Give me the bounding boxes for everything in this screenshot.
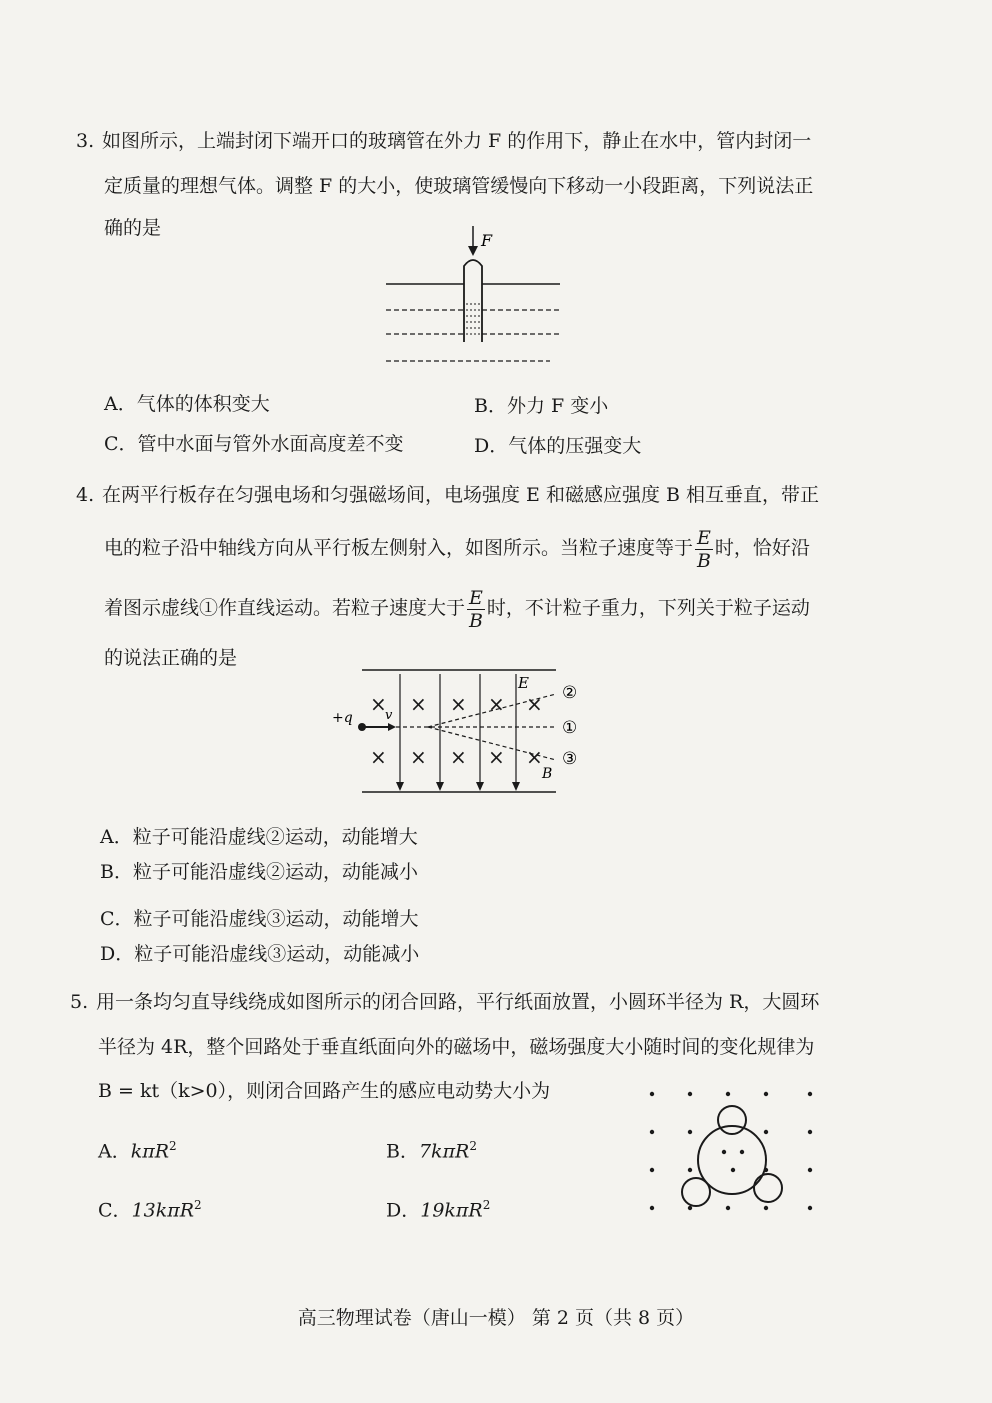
q4-line-3: 着图示虚线①作直线运动。若粒子速度大于 $\frac{E}{B}$ 时，不计粒子重力，下列关于粒子运动: [104, 586, 810, 632]
cross-mark: ×: [370, 745, 387, 769]
q4-option-b[interactable]: B．粒子可能沿虚线②运动，动能减小: [100, 861, 418, 883]
q5-number: 5.: [70, 991, 89, 1013]
cross-mark: ×: [450, 692, 467, 716]
cross-mark: ×: [488, 692, 505, 716]
q4-option-d[interactable]: D．粒子可能沿虚线③运动，动能减小: [100, 943, 420, 965]
q4-charge-label: +q: [332, 710, 353, 726]
q4-fraction-e-over-b-2: $\frac{E}{B}$: [468, 586, 483, 632]
q4-e-label: E: [518, 674, 529, 692]
q4-fraction-e-over-b: $\frac{E}{B}$: [696, 526, 711, 572]
q3-number: 3.: [76, 130, 95, 152]
q4-field-figure: [328, 664, 598, 799]
q5-option-a[interactable]: A．kπR$^2$: [98, 1139, 177, 1163]
q4-line-1: 4. 在两平行板存在匀强电场和匀强磁场间，电场强度 E 和磁感应强度 B 相互垂直，带正: [76, 484, 819, 506]
q5-line-3: B = kt（k>0），则闭合回路产生的感应电动势大小为: [98, 1080, 551, 1102]
q4-path-2-label: ②: [562, 683, 578, 703]
q5-option-d[interactable]: D．19kπR$^2$: [386, 1198, 491, 1222]
cross-mark: ×: [370, 692, 387, 716]
cross-mark: ×: [526, 692, 543, 716]
q4-path-1-label: ①: [562, 718, 578, 738]
cross-mark: ×: [450, 745, 467, 769]
q3-option-d[interactable]: D．气体的压强变大: [474, 435, 642, 457]
q3-line-3: 确的是: [104, 217, 162, 239]
q4-option-c[interactable]: C．粒子可能沿虚线③运动，动能增大: [100, 908, 419, 930]
q3-force-label: F: [481, 231, 493, 250]
cross-mark: ×: [410, 692, 427, 716]
cross-mark: ×: [526, 745, 543, 769]
q5-loop-figure: [640, 1082, 830, 1222]
cross-mark: ×: [488, 745, 505, 769]
page-footer: 高三物理试卷（唐山一模） 第 2 页（共 8 页）: [297, 1307, 695, 1329]
q3-option-b[interactable]: B．外力 F 变小: [474, 395, 609, 417]
q3-line-2: 定质量的理想气体。调整 F 的大小，使玻璃管缓慢向下移动一小段距离，下列说法正: [104, 175, 814, 197]
q4-number: 4.: [76, 484, 95, 506]
q5-line-2: 半径为 4R，整个回路处于垂直纸面向外的磁场中，磁场强度大小随时间的变化规律为: [98, 1036, 815, 1058]
q3-option-c[interactable]: C．管中水面与管外水面高度差不变: [104, 433, 404, 455]
cross-mark: ×: [410, 745, 427, 769]
q3-line-1: 3. 如图所示，上端封闭下端开口的玻璃管在外力 F 的作用下，静止在水中，管内封闭一: [76, 130, 812, 152]
q5-line-1: 5. 用一条均匀直导线绕成如图所示的闭合回路，平行纸面放置，小圆环半径为 R，大圆环: [70, 991, 820, 1013]
q4-path-3-label: ③: [562, 749, 578, 769]
q3-tube-figure: [380, 222, 570, 372]
q4-option-a[interactable]: A．粒子可能沿虚线②运动，动能增大: [100, 826, 418, 848]
q4-line-4: 的说法正确的是: [104, 647, 238, 669]
q5-option-c[interactable]: C．13kπR$^2$: [98, 1198, 202, 1222]
q4-line-2: 电的粒子沿中轴线方向从平行板左侧射入，如图所示。当粒子速度等于 $\frac{E}{B}$ 时，恰好沿: [104, 526, 810, 572]
q4-b-label: B: [542, 766, 553, 782]
q3-option-a[interactable]: A．气体的体积变大: [104, 393, 270, 415]
q4-velocity-label: v: [385, 708, 393, 723]
q5-option-b[interactable]: B．7kπR$^2$: [386, 1139, 478, 1163]
